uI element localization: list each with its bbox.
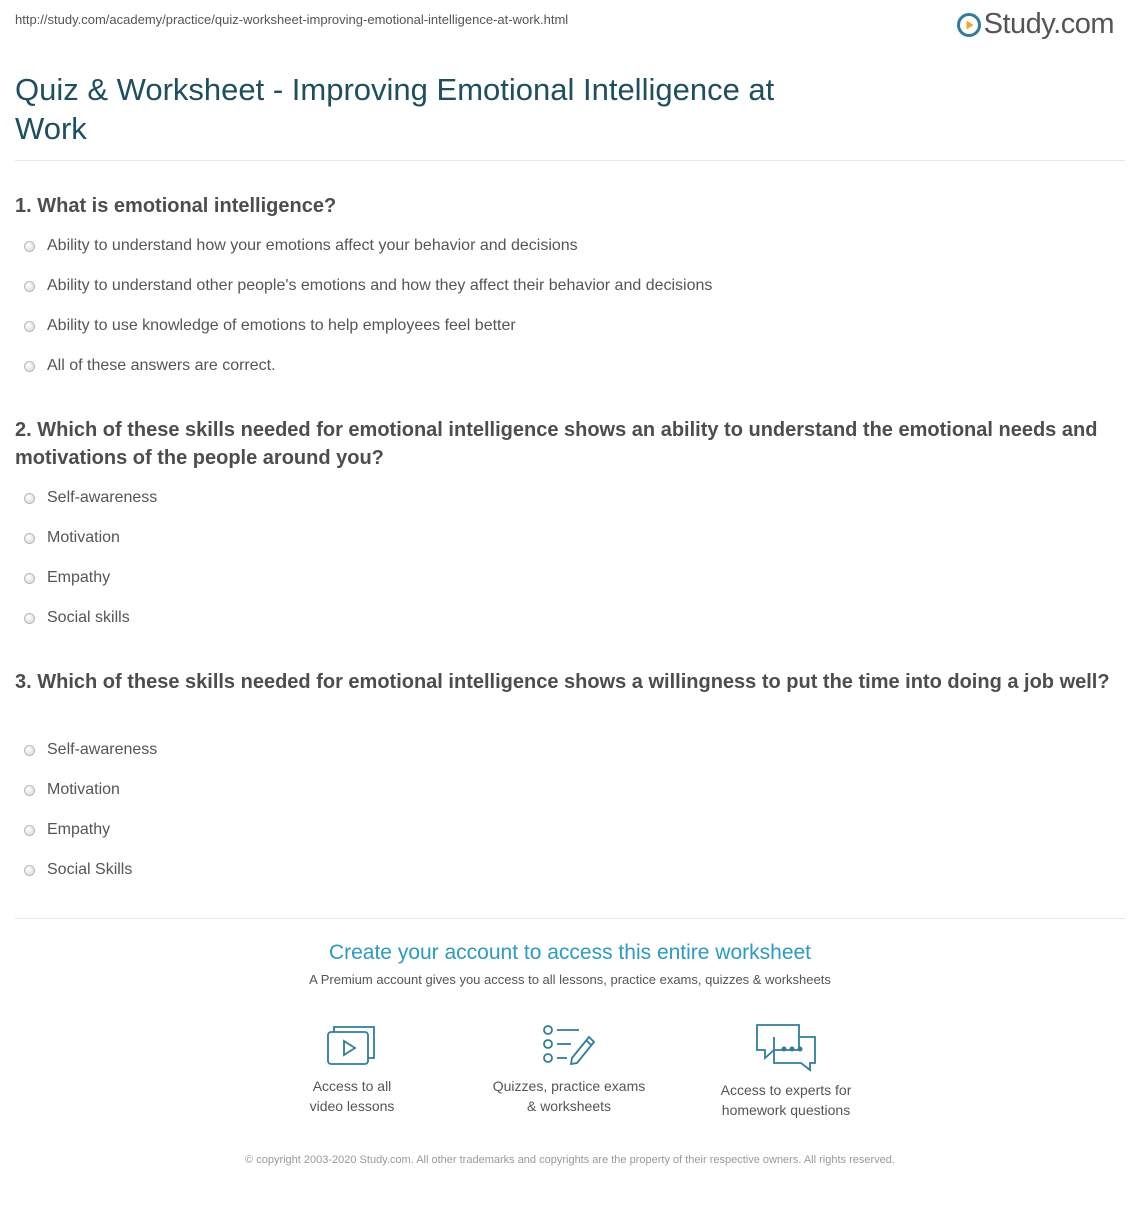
question-2-title: 2. Which of these skills needed for emotional intelligence shows an ability to understand the emotional needs and motivations of the people around you?: [15, 419, 1098, 469]
page-title: Quiz & Worksheet - Improving Emotional Intelligence at Work: [15, 72, 775, 146]
feature-line: Quizzes, practice exams: [492, 1078, 646, 1094]
chat-bubbles-icon: [754, 1022, 818, 1072]
question-3-option-3[interactable]: [24, 821, 110, 839]
study-com-logo[interactable]: [957, 8, 1114, 41]
feature-quizzes: [479, 1022, 659, 1116]
question-1-option-2[interactable]: [24, 277, 712, 295]
feature-video-lessons: [262, 1022, 442, 1116]
divider: [15, 160, 1125, 161]
question-1-title: 1. What is emotional intelligence?: [15, 195, 337, 217]
feature-line: homework questions: [721, 1102, 851, 1118]
question-3-option-2[interactable]: [24, 781, 120, 799]
question-3-option-1[interactable]: [24, 741, 157, 759]
feature-experts: [696, 1022, 876, 1120]
page-url: http://study.com/academy/practice/quiz-worksheet-improving-emotional-intelligence-at-work.html: [15, 12, 569, 27]
option-label: All of these answers are correct.: [47, 357, 276, 374]
feature-line: Access to all: [312, 1078, 392, 1094]
copyright-footer: © copyright 2003-2020 Study.com. All other trademarks and copyrights are the property of their respective owners. All rights reserved.: [245, 1154, 895, 1166]
feature-line: video lessons: [309, 1098, 395, 1114]
option-label: Motivation: [47, 781, 120, 798]
cta-subtitle: A Premium account gives you access to all lessons, practice exams, quizzes & worksheets: [309, 972, 831, 987]
radio-button[interactable]: [24, 493, 35, 504]
option-label: Ability to understand other people's emotions and how they affect their behavior and decisions: [47, 277, 713, 294]
question-3-title: 3. Which of these skills needed for emotional intelligence shows a willingness to put the time into doing a job well?: [15, 671, 1110, 693]
question-2-option-1[interactable]: [24, 489, 157, 507]
question-1-option-1[interactable]: [24, 237, 578, 255]
quiz-checklist-icon: [541, 1022, 597, 1068]
option-label: Social skills: [47, 609, 130, 626]
question-1-option-4[interactable]: [24, 357, 276, 375]
question-1-option-3[interactable]: [24, 317, 516, 335]
feature-line: & worksheets: [526, 1098, 612, 1114]
question-2-option-4[interactable]: [24, 609, 130, 627]
logo-text: Study.com: [983, 8, 1114, 40]
option-label: Self-awareness: [47, 489, 158, 506]
radio-button[interactable]: [24, 745, 35, 756]
radio-button[interactable]: [24, 361, 35, 372]
radio-button[interactable]: [24, 613, 35, 624]
radio-button[interactable]: [24, 785, 35, 796]
radio-button[interactable]: [24, 825, 35, 836]
radio-button[interactable]: [24, 865, 35, 876]
radio-button[interactable]: [24, 573, 35, 584]
radio-button[interactable]: [24, 321, 35, 332]
radio-button[interactable]: [24, 281, 35, 292]
question-3-option-4[interactable]: [24, 861, 132, 879]
feature-line: Access to experts for: [720, 1082, 852, 1098]
option-label: Motivation: [47, 529, 120, 546]
option-label: Empathy: [47, 569, 111, 586]
radio-button[interactable]: [24, 533, 35, 544]
option-label: Ability to understand how your emotions affect your behavior and decisions: [47, 237, 578, 254]
play-logo-icon: [957, 13, 981, 37]
create-account-link[interactable]: Create your account to access this entire worksheet: [328, 941, 812, 964]
question-2-option-3[interactable]: [24, 569, 110, 587]
divider: [15, 918, 1125, 919]
option-label: Empathy: [47, 821, 111, 838]
option-label: Social Skills: [47, 861, 133, 878]
option-label: Ability to use knowledge of emotions to help employees feel better: [47, 317, 516, 334]
radio-button[interactable]: [24, 241, 35, 252]
option-label: Self-awareness: [47, 741, 158, 758]
video-lessons-icon: [325, 1022, 379, 1068]
question-2-option-2[interactable]: [24, 529, 120, 547]
